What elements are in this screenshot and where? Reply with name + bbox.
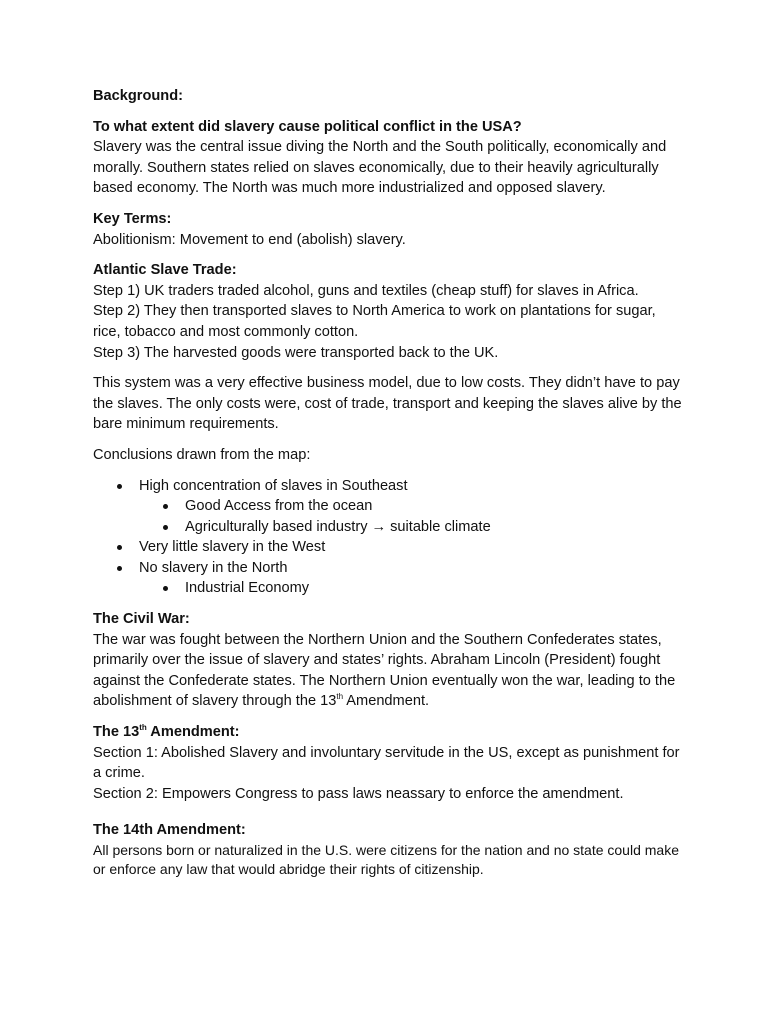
atlantic-step-3: Step 3) The harvested goods were transported back to the UK.	[93, 344, 499, 361]
background-heading: Background:	[93, 88, 183, 104]
atlantic-heading: Atlantic Slave Trade:	[93, 262, 237, 279]
list-item: Industrial Economy	[93, 578, 683, 599]
list-item: Agriculturally based industry → suitable climate	[93, 517, 683, 538]
background-question: To what extent did slavery cause political conflict in the USA?	[93, 118, 522, 135]
key-terms-heading: Key Terms:	[93, 210, 172, 227]
atlantic-step-2: Step 2) They then transported slaves to North America to work on plantations for sugar, rice, tobacco and most commonly cotton.	[93, 303, 656, 340]
amendment-14-heading: The 14th Amendment:	[93, 822, 246, 839]
atlantic-system-text: This system was a very effective business model, due to low costs. They didn’t have to pay the slaves. The only costs were, cost of trade, transport and keeping the slaves alive by the bare minimum requirements.	[93, 375, 682, 433]
list-item: High concentration of slaves in Southeast	[93, 476, 683, 497]
key-terms-text: Abolitionism: Movement to end (abolish) slavery.	[93, 231, 406, 248]
background-text: Slavery was the central issue diving the North and the South politically, economically and morally. Southern states relied on slaves economically, due to their heavily agriculturally based economy. The North was much more industrialized and opposed slavery.	[93, 139, 667, 197]
civil-war-heading: The Civil War:	[93, 611, 190, 628]
document-content	[93, 86, 683, 879]
list-item: Very little slavery in the West	[93, 537, 683, 558]
amendment-13-section-1: Section 1: Abolished Slavery and involuntary servitude in the US, except as punishment for a crime.	[93, 744, 680, 782]
right-arrow-icon: →	[371, 518, 387, 535]
amendment-13-heading: The 13th Amendment:	[93, 723, 240, 741]
conclusions-list	[93, 476, 683, 600]
amendment-13-section-2: Section 2: Empowers Congress to pass laws neassary to enforce the amendment.	[93, 785, 624, 802]
amendment-14-text: All persons born or naturalized in the U.S. were citizens for the nation and no state could make or enforce any law that would abridge their rights of citizenship.	[93, 842, 679, 877]
civil-war-text: The war was fought between the Northern Union and the Southern Confederates states, primarily over the issue of slavery and states’ rights. Abraham Lincoln (President) fought against the Confederate states. The Northern Union eventually won the war, leading to the abolishment of slavery through the 13th Amendment.	[93, 631, 676, 710]
conclusions-intro: Conclusions drawn from the map:	[93, 446, 311, 463]
list-item: Good Access from the ocean	[93, 496, 683, 517]
list-item: No slavery in the North	[93, 558, 683, 579]
atlantic-step-1: Step 1) UK traders traded alcohol, guns and textiles (cheap stuff) for slaves in Africa.	[93, 282, 639, 299]
